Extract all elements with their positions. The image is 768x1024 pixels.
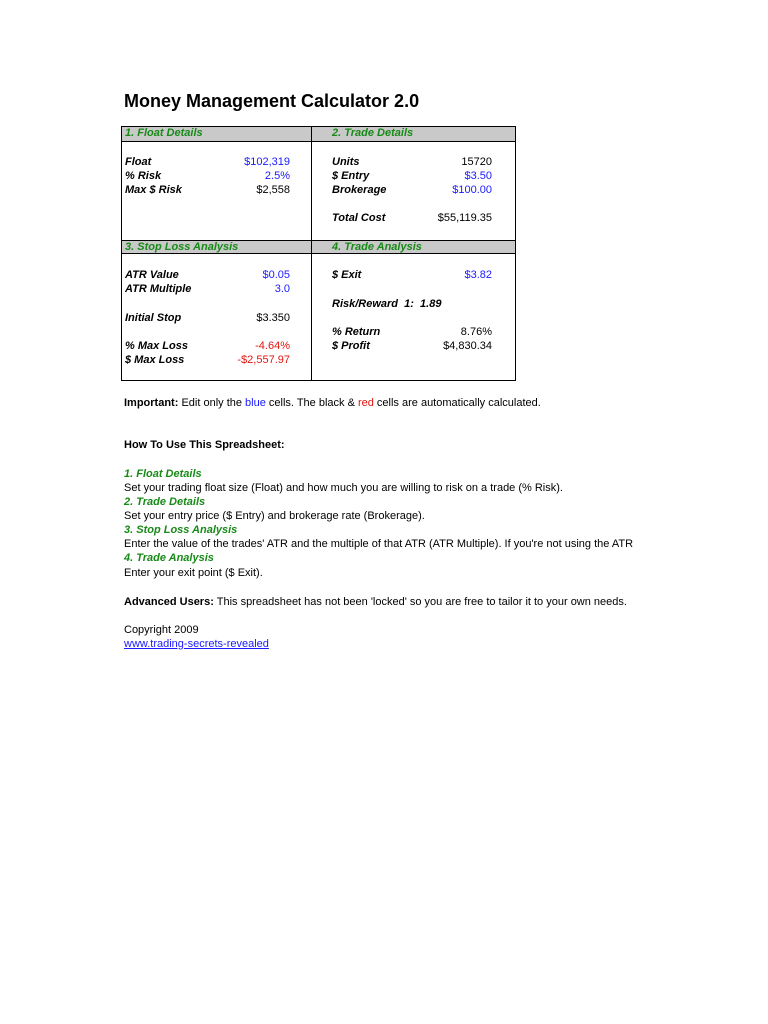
float-label: Float (125, 156, 152, 168)
atr-multiple-input[interactable]: 3.0 (274, 283, 290, 295)
return-value: 8.76% (460, 326, 492, 338)
exit-input[interactable]: $3.82 (464, 269, 492, 281)
brokerage-input[interactable]: $100.00 (452, 184, 492, 196)
header-row-1 (122, 127, 515, 142)
copyright: Copyright 2009 (124, 624, 199, 636)
howto-step2-text: Set your entry price ($ Entry) and brokerage rate (Brokerage). (124, 510, 425, 522)
advanced-text: This spreadsheet has not been 'locked' so you are free to tailor it to your own needs. (213, 596, 627, 608)
total-cost-label: Total Cost (332, 212, 386, 224)
howto-step1-text: Set your trading float size (Float) and how much you are willing to risk on a trade (% Risk). (124, 482, 563, 494)
advanced-label: Advanced Users: (124, 596, 214, 608)
atr-value-label: ATR Value (125, 269, 179, 281)
important-text-2: cells. The black & (265, 397, 358, 409)
important-blue-word: blue (245, 397, 266, 409)
max-loss-label: $ Max Loss (125, 354, 185, 366)
entry-label: $ Entry (332, 170, 370, 182)
section-stop-loss: 3. Stop Loss Analysis (125, 241, 239, 253)
atr-multiple-label: ATR Multiple (125, 283, 192, 295)
page-title: Money Management Calculator 2.0 (124, 91, 420, 111)
calculator-grid (121, 126, 516, 381)
total-cost-value: $55,119.35 (437, 212, 492, 224)
advanced-note (124, 595, 627, 609)
profit-label: $ Profit (332, 340, 370, 352)
important-label: Important: (124, 397, 179, 409)
website-link[interactable]: www.trading-secrets-revealed (124, 638, 269, 650)
units-label: Units (332, 156, 360, 168)
important-text-3: cells are automatically calculated. (373, 397, 541, 409)
risk-input[interactable]: 2.5% (264, 170, 290, 182)
float-input[interactable]: $102,319 (244, 156, 290, 168)
howto-step4-title: 4. Trade Analysis (124, 552, 214, 564)
max-risk-value: $2,558 (256, 184, 290, 196)
pct-max-loss-value: -4.64% (255, 340, 290, 352)
risk-reward-value: Risk/Reward 1: 1.89 (332, 298, 442, 310)
initial-stop-value: $3.350 (256, 312, 290, 324)
howto-heading: How To Use This Spreadsheet: (124, 439, 285, 451)
howto-step3-title: 3. Stop Loss Analysis (124, 524, 238, 536)
atr-value-input[interactable]: $0.05 (262, 269, 290, 281)
exit-label: $ Exit (332, 269, 362, 281)
max-loss-value: -$2,557.97 (237, 354, 290, 366)
howto-step1-title: 1. Float Details (124, 468, 202, 480)
initial-stop-label: Initial Stop (125, 312, 182, 324)
column-divider (311, 127, 312, 380)
profit-value: $4,830.34 (443, 340, 492, 352)
return-label: % Return (332, 326, 381, 338)
risk-label: % Risk (125, 170, 162, 182)
section-trade-details: 2. Trade Details (332, 127, 414, 139)
important-red-word: red (357, 397, 374, 409)
important-text-1: Edit only the (178, 397, 246, 409)
section-float-details: 1. Float Details (125, 127, 203, 139)
section-trade-analysis: 4. Trade Analysis (332, 241, 422, 253)
brokerage-label: Brokerage (332, 184, 387, 196)
max-risk-label: Max $ Risk (125, 184, 182, 196)
howto-step3-text: Enter the value of the trades' ATR and the multiple of that ATR (ATR Multiple). If you're not using the ATR (124, 538, 634, 550)
howto-step2-title: 2. Trade Details (124, 496, 206, 508)
entry-input[interactable]: $3.50 (464, 170, 492, 182)
header-row-2 (122, 240, 515, 254)
pct-max-loss-label: % Max Loss (125, 340, 188, 352)
units-value: 15720 (461, 156, 492, 168)
howto-step4-text: Enter your exit point ($ Exit). (124, 567, 263, 579)
important-note (124, 396, 541, 410)
